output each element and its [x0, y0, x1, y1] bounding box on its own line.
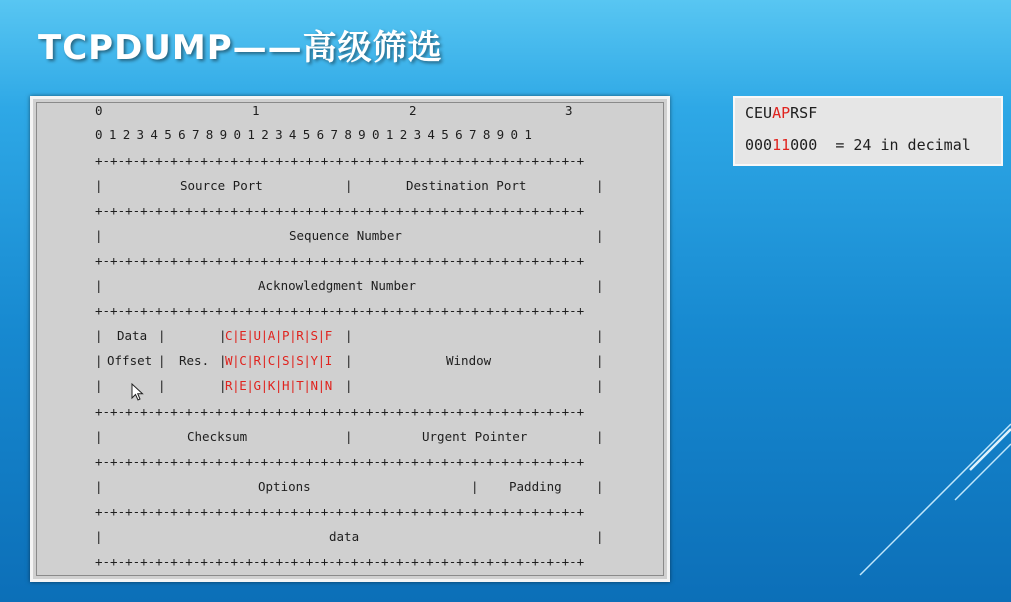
destination-port-label: Destination Port [406, 178, 527, 193]
tcp-flags-row-2: W|C|R|C|S|S|Y|I [225, 353, 332, 368]
row-border: +-+-+-+-+-+-+-+-+-+-+-+-+-+-+-+-+-+-+-+-+-+-+-+-+-+-+-+-+-+-+-+-+ [95, 454, 585, 469]
flag-bits-value: 00011000 = 24 in decimal [745, 136, 971, 154]
row-border: +-+-+-+-+-+-+-+-+-+-+-+-+-+-+-+-+-+-+-+-+-+-+-+-+-+-+-+-+-+-+-+-+ [95, 404, 585, 419]
data-offset-label-2: Offset [107, 353, 153, 368]
options-label: Options [258, 479, 311, 494]
bit-ones-row: 0 1 2 3 4 5 6 7 8 9 0 1 2 3 4 5 6 7 8 9 0 1 2 3 4 5 6 7 8 9 0 1 [95, 127, 532, 142]
padding-label: Padding [509, 479, 562, 494]
urgent-pointer-label: Urgent Pointer [422, 429, 528, 444]
mouse-cursor-icon [131, 383, 145, 403]
tcp-flags-row-3: R|E|G|K|H|T|N|N [225, 378, 332, 393]
data-label: data [329, 529, 360, 544]
checksum-label: Checksum [187, 429, 248, 444]
reserved-label: Res. [179, 353, 210, 368]
sequence-number-label: Sequence Number [289, 228, 402, 243]
row-border: +-+-+-+-+-+-+-+-+-+-+-+-+-+-+-+-+-+-+-+-+-+-+-+-+-+-+-+-+-+-+-+-+ [95, 253, 585, 268]
tcp-header-diagram: 0 1 2 3 0 1 2 3 4 5 6 7 8 9 0 1 2 3 4 5 6 7 8 9 0 1 2 3 4 5 6 7 8 9 0 1 +-+-+-+-+-+-+-+-+-+-+-+-+-+-+-+-+-+-+-+-+-+-+-+-+-+-+-+-+-+-+-+-+ +-+-+-+-+-+-+-+-+-+-+-+-+-+-+-+-+-+-+-+-+-+-+-+-+-+-+-+-+-+-+-+-+ +-+-+-+-+-+-+-+-+-+-+-+-+-+-+-+-+-+-+-+-+-+-+-+-+-+-+-+-+-+-+-+-+ +-+-+-+-+-+-+-+-+-+-+-+-+-+-+-+-+-+-+-+-+-+-+-+-+-+-+-+-+-+-+-+-+ +-+-+-+-+-+-+-+-+-+-+-+-+-+-+-+-+-+-+-+-+-+-+-+-+-+-+-+-+-+-+-+-+ +-+-+-+-+-+-+-+-+-+-+-+-+-+-+-+-+-+-+-+-+-+-+-+-+-+-+-+-+-+-+-+-+ +-+-+-+-+-+-+-+-+-+-+-+-+-+-+-+-+-+-+-+-+-+-+-+-+-+-+-+-+-+-+-+-+ +-+-+-+-+-+-+-+-+-+-+-+-+-+-+-+-+-+-+-+-+-+-+-+-+-+-+-+-+-+-+-+-+ | Source Port | Destination Port | | Sequence Number | | Acknowledgment Number | | Data | | C|E|U|A|P|R|S|F | | | Offset | Res. | W|C|R|C|S|S|Y|I | Window | | | | R|E|G|K|H|T|N|N | | | Checksum | Urgent Pointer | | Options | Padding | | data | [30, 96, 670, 582]
flag-letters: CEUAPRSF [745, 104, 818, 122]
row-border: +-+-+-+-+-+-+-+-+-+-+-+-+-+-+-+-+-+-+-+-+-+-+-+-+-+-+-+-+-+-+-+-+ [95, 203, 585, 218]
bit-tens-0: 0 [95, 103, 103, 118]
row-border: +-+-+-+-+-+-+-+-+-+-+-+-+-+-+-+-+-+-+-+-+-+-+-+-+-+-+-+-+-+-+-+-+ [95, 303, 585, 318]
source-port-label: Source Port [180, 178, 263, 193]
window-label: Window [446, 353, 492, 368]
row-border: +-+-+-+-+-+-+-+-+-+-+-+-+-+-+-+-+-+-+-+-+-+-+-+-+-+-+-+-+-+-+-+-+ [95, 504, 585, 519]
bit-tens-1: 1 [252, 103, 260, 118]
flag-example-box [733, 96, 1003, 166]
slide-title: TCPDUMP——高级筛选 [38, 28, 443, 68]
row-border: +-+-+-+-+-+-+-+-+-+-+-+-+-+-+-+-+-+-+-+-+-+-+-+-+-+-+-+-+-+-+-+-+ [95, 554, 585, 569]
row-border: +-+-+-+-+-+-+-+-+-+-+-+-+-+-+-+-+-+-+-+-+-+-+-+-+-+-+-+-+-+-+-+-+ [95, 153, 585, 168]
acknowledgment-number-label: Acknowledgment Number [258, 278, 417, 293]
bit-tens-3: 3 [565, 103, 573, 118]
bit-tens-2: 2 [409, 103, 417, 118]
data-offset-label: Data [117, 328, 148, 343]
tcp-flags-row-1: C|E|U|A|P|R|S|F [225, 328, 332, 343]
